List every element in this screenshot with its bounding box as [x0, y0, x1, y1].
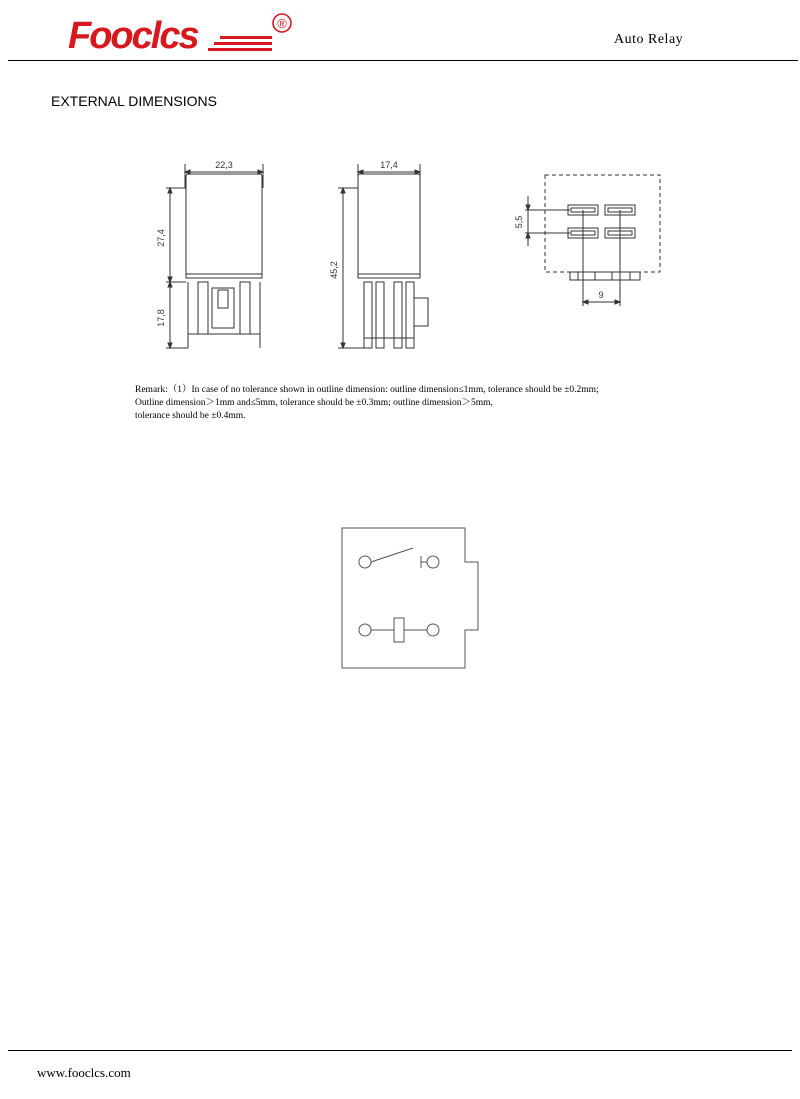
remark-line-2: Outline dimension＞1mm and≤5mm, tolerance should be ±0.3mm; outline dimension＞5mm, [135, 398, 493, 408]
bottom-spacing-h-label: 9 [598, 290, 604, 300]
brand-logo-graphic [68, 12, 298, 54]
footer-divider [8, 1050, 792, 1051]
coil-terminal-left [359, 624, 371, 636]
brand-logo-text: Fooclcs [68, 15, 198, 54]
brand-logo [68, 12, 298, 54]
website-link[interactable]: www.fooclcs.com [37, 1065, 131, 1080]
wiring-schematic [335, 520, 485, 672]
side-width-label: 17,4 [380, 160, 398, 170]
registered-mark: ® [277, 16, 287, 31]
section-title: EXTERNAL DIMENSIONS [51, 93, 217, 109]
front-view [156, 160, 263, 348]
front-cover-height-label: 27,4 [156, 229, 166, 247]
tolerance-remark [135, 384, 695, 423]
header-divider [8, 60, 798, 61]
front-width-label: 22,3 [215, 160, 233, 170]
coil-terminal-right [427, 624, 439, 636]
side-view [329, 160, 428, 348]
coil-symbol [394, 618, 404, 642]
remark-line-1: Remark:（1）In case of no tolerance shown in outline dimension: outline dimension≤1mm, tolerance should be ±0.2mm; [135, 385, 599, 395]
side-total-height-label: 45,2 [329, 261, 339, 279]
bottom-view [514, 175, 660, 306]
remark-line-3: tolerance should be ±0.4mm. [135, 411, 246, 421]
document-title: Auto Relay [614, 32, 684, 47]
dimension-drawings [150, 150, 670, 360]
switch-terminal-right [427, 556, 439, 568]
switch-blade [371, 548, 413, 562]
front-pin-length-label: 17,8 [156, 309, 166, 327]
switch-terminal-left [359, 556, 371, 568]
bottom-spacing-v-label: 5,5 [514, 215, 524, 229]
